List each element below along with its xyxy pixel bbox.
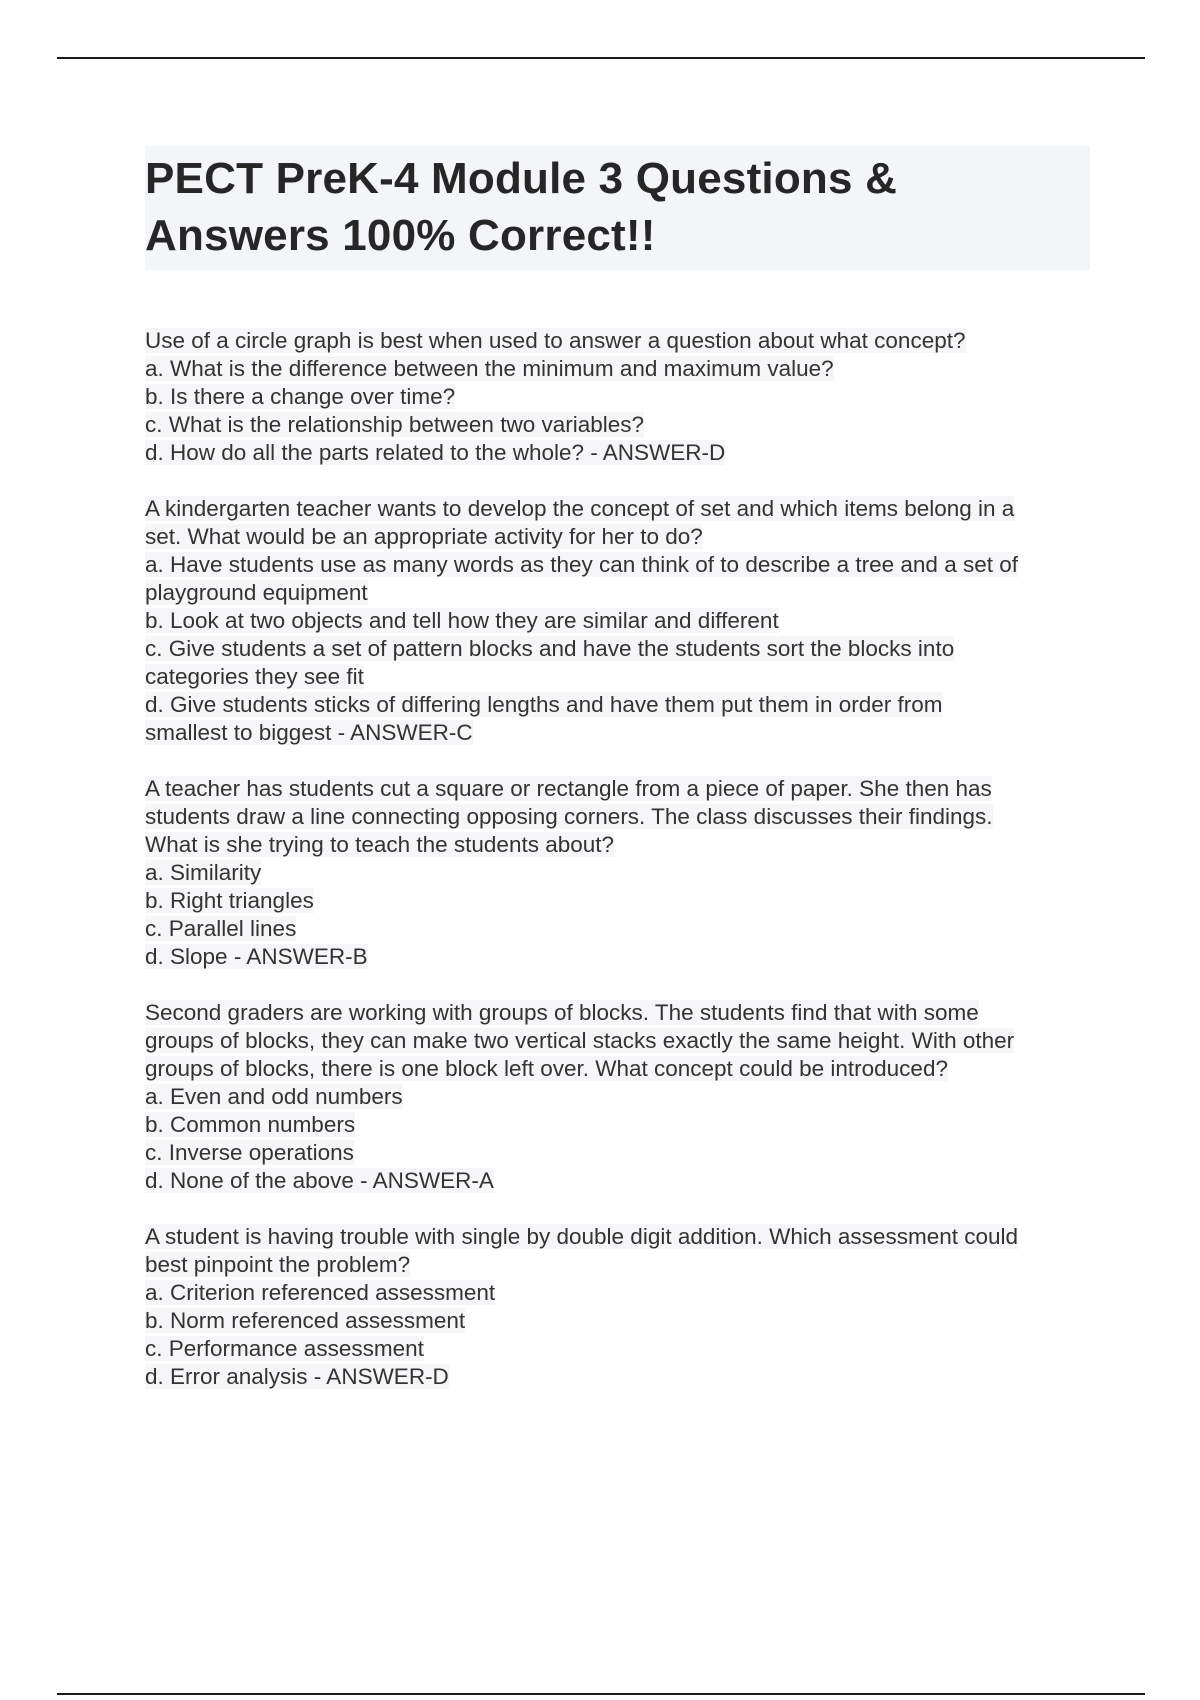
option-line: c. Give students a set of pattern blocks and have the students sort the blocks into	[145, 636, 955, 661]
question-block-3	[145, 775, 1090, 971]
option-line: a. Criterion referenced assessment	[145, 1280, 496, 1305]
option-line: a. Even and odd numbers	[145, 1084, 403, 1109]
question-line: Use of a circle graph is best when used to answer a question about what concept?	[145, 328, 966, 353]
option-line: a. Have students use as many words as they can think of to describe a tree and a set of	[145, 552, 1018, 577]
question-line: best pinpoint the problem?	[145, 1252, 411, 1277]
question-line: set. What would be an appropriate activity for her to do?	[145, 524, 703, 549]
question-block-2	[145, 495, 1090, 747]
option-line: a. Similarity	[145, 860, 262, 885]
question-block-1	[145, 327, 1090, 467]
option-line: c. What is the relationship between two variables?	[145, 412, 645, 437]
question-block-4	[145, 999, 1090, 1195]
answer-line: smallest to biggest - ANSWER-C	[145, 720, 473, 745]
document-title	[145, 150, 1090, 264]
title-block	[145, 146, 1090, 270]
answer-line: d. None of the above - ANSWER-A	[145, 1168, 494, 1193]
option-line: d. Give students sticks of differing lengths and have them put them in order from	[145, 692, 943, 717]
top-rule	[57, 57, 1145, 59]
document-body	[145, 146, 1090, 1419]
question-line: A kindergarten teacher wants to develop the concept of set and which items belong in a	[145, 496, 1015, 521]
bottom-rule	[57, 1693, 1145, 1695]
option-line: c. Inverse operations	[145, 1140, 354, 1165]
option-line: b. Right triangles	[145, 888, 314, 913]
question-line: A teacher has students cut a square or rectangle from a piece of paper. She then has	[145, 776, 992, 801]
question-line: groups of blocks, there is one block left over. What concept could be introduced?	[145, 1056, 948, 1081]
option-line: categories they see fit	[145, 664, 364, 689]
question-line: groups of blocks, they can make two vertical stacks exactly the same height. With other	[145, 1028, 1015, 1053]
option-line: b. Look at two objects and tell how they are similar and different	[145, 608, 779, 633]
question-list	[145, 327, 1090, 1391]
title-line-1: PECT PreK-4 Module 3 Questions &	[145, 154, 898, 203]
option-line: c. Parallel lines	[145, 916, 297, 941]
option-line: b. Is there a change over time?	[145, 384, 456, 409]
question-block-5	[145, 1223, 1090, 1391]
answer-line: d. How do all the parts related to the whole? - ANSWER-D	[145, 440, 726, 465]
question-line: A student is having trouble with single by double digit addition. Which assessment could	[145, 1224, 1019, 1249]
option-line: b. Norm referenced assessment	[145, 1308, 466, 1333]
option-line: playground equipment	[145, 580, 368, 605]
option-line: a. What is the difference between the minimum and maximum value?	[145, 356, 834, 381]
question-line: What is she trying to teach the students about?	[145, 832, 615, 857]
question-line: Second graders are working with groups of blocks. The students find that with some	[145, 1000, 979, 1025]
answer-line: d. Error analysis - ANSWER-D	[145, 1364, 449, 1389]
question-line: students draw a line connecting opposing corners. The class discusses their findings.	[145, 804, 993, 829]
answer-line: d. Slope - ANSWER-B	[145, 944, 368, 969]
title-line-2: Answers 100% Correct!!	[145, 211, 656, 260]
option-line: b. Common numbers	[145, 1112, 356, 1137]
option-line: c. Performance assessment	[145, 1336, 424, 1361]
